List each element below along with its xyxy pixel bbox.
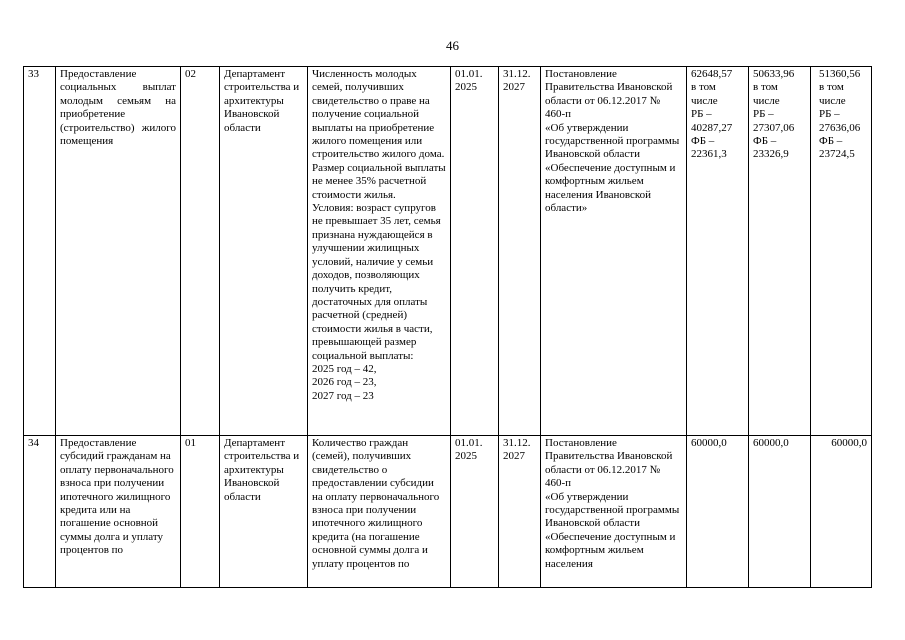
- funding-2025: 62648,57 в том числе РБ – 40287,27 ФБ – 22361,3: [687, 67, 749, 436]
- table-row: [24, 67, 872, 436]
- end-date: 31.12. 2027: [499, 436, 541, 588]
- measure-description: Численность молодых семей, получивших свидетельство о праве на получение социальной выплаты на приобретение жилого помещения или строительство жилого дома. Размер социальной выплаты не менее 35% расчетной стоимости жилья. Условия: возраст супругов не превышает 35 лет, семья признана нуждающейся в улучшении жилищных условий, наличие у семьи доходов, позволяющих получить кредит, достаточных для оплаты расчетной (средней) стоимости жилья в части, превышающей размер социальной выплаты: 2025 год – 42, 2026 год – 23, 2027 год – 23: [308, 67, 451, 436]
- end-date: 31.12. 2027: [499, 67, 541, 436]
- row-number: 33: [24, 67, 56, 436]
- funding-2026: 60000,0: [749, 436, 811, 588]
- table-row: [24, 436, 872, 588]
- funding-2027: 60000,0: [811, 436, 872, 588]
- row-number: 34: [24, 436, 56, 588]
- funding-2027: 51360,56 в том числе РБ – 27636,06 ФБ – 23724,5: [811, 67, 872, 436]
- executor: Департамент строительства и архитектуры Ивановской области: [220, 436, 308, 588]
- start-date: 01.01. 2025: [451, 67, 499, 436]
- page-number: 46: [446, 38, 459, 53]
- legal-basis: Постановление Правительства Ивановской области от 06.12.2017 № 460-п «Об утверждении государственной программы Ивановской области «Обеспечение доступным и комфортным жильем населения: [541, 436, 687, 588]
- measure-description: Количество граждан (семей), получивших свидетельство о предоставлении субсидии на оплату первоначального взноса при получении ипотечного жилищного кредита (на погашение основной суммы долга и уплату процентов по: [308, 436, 451, 588]
- start-date: 01.01. 2025: [451, 436, 499, 588]
- program-table: [23, 66, 872, 588]
- funding-2026: 50633,96 в том числе РБ – 27307,06 ФБ – 23326,9: [749, 67, 811, 436]
- measure-code: 02: [181, 67, 220, 436]
- measure-code: 01: [181, 436, 220, 588]
- measure-name: Предоставление субсидий гражданам на оплату первоначального взноса при получении ипотечного жилищного кредита или на погашение основной суммы долга и уплату процентов по: [56, 436, 181, 588]
- funding-2025: 60000,0: [687, 436, 749, 588]
- legal-basis: Постановление Правительства Ивановской области от 06.12.2017 № 460-п «Об утверждении государственной программы Ивановской области «Обеспечение доступным и комфортным жильем населения Ивановской области»: [541, 67, 687, 436]
- executor: Департамент строительства и архитектуры Ивановской области: [220, 67, 308, 436]
- measure-name: Предоставление социальных выплат молодым семьям на приобретение (строительство) жилого помещения: [56, 67, 181, 436]
